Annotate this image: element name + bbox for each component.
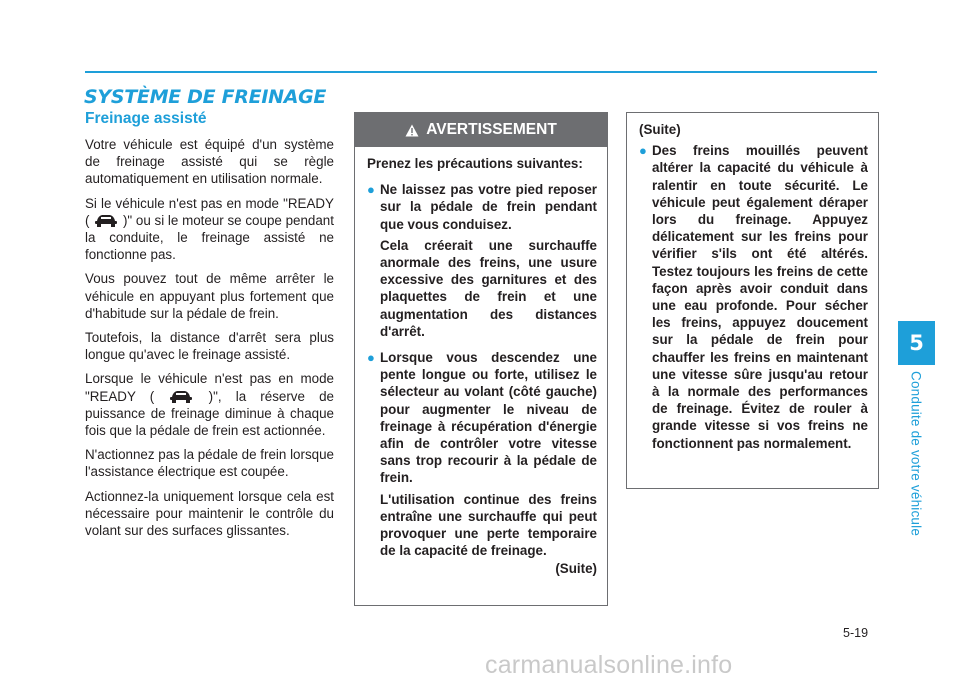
bullet-icon: ● <box>639 143 647 159</box>
warning-body <box>355 147 607 578</box>
paragraph-2-end: )" ou si le moteur se coupe pendant la conduite, le freinage assisté ne fonctionne pas. <box>85 212 334 263</box>
bullet-icon: ● <box>367 350 375 366</box>
warning-bullet-continuation: Cela créerait une surchauffe anormale des freins, une usure excessive des garnitures et des plaquettes de frein et une augmentation des distances d'arrêt. <box>380 237 597 339</box>
paragraph-3: Vous pouvez tout de même arrêter le véhicule en appuyant plus fortement que d'habitude sur la pédale de frein. <box>85 271 334 321</box>
paragraph-6: N'actionnez pas la pédale de frein lorsque l'assistance électrique est coupée. <box>85 447 334 480</box>
subsection-heading: Freinage assisté <box>85 110 207 127</box>
paragraph-4: Toutefois, la distance d'arrêt sera plus longue qu'avec le freinage assisté. <box>85 330 334 363</box>
warning-bullet-text: Ne laissez pas votre pied reposer sur la pédale de frein pendant que vous conduisez. <box>380 182 597 232</box>
paragraph-5-end: )", la réserve de puissance de freinage diminue à chaque fois que la pédale de frein est actionnée. <box>85 388 335 439</box>
continued-label: (Suite) <box>555 561 597 577</box>
paragraph-5-start: Lorsque le véhicule n'est pas en mode "READY ( <box>85 371 334 404</box>
top-rule <box>85 71 877 73</box>
paragraph-1: Votre véhicule est équipé d'un système de freinage assisté qui se règle automatiquement en utilisation normale. <box>85 137 334 187</box>
warning-triangle-icon <box>405 124 419 137</box>
bullet-icon: ● <box>367 182 375 198</box>
paragraph-7: Actionnez-la uniquement lorsque cela est nécessaire pour maintenir le contrôle du volant sur des surfaces glissantes. <box>85 488 334 539</box>
warning-bullet <box>367 349 597 487</box>
page-number: 5-19 <box>843 626 869 640</box>
warning-bullet-continuation: L'utilisation continue des freins entraîne une surchauffe qui peut provoquer une perte temporaire de la capacité de freinage. <box>380 491 597 559</box>
continued-label: (Suite) <box>639 122 681 137</box>
paragraph-2-start: Si le véhicule n'est pas en mode "READY ( <box>85 195 334 228</box>
warning-intro: Prenez les précautions suivantes: <box>367 156 583 171</box>
warning-header <box>355 113 607 147</box>
car-ready-icon <box>168 389 194 403</box>
section-title: SYSTÈME DE FREINAGE <box>84 86 327 108</box>
warning-continuation-box <box>626 112 879 489</box>
warning-bullet-text: Lorsque vous descendez une pente longue ou forte, utilisez le sélecteur au volant (côté gauche) pour augmenter le niveau de freinage à récupération d'énergie afin de contrôler votre vitesse sans trop recourir à la pédale de frein. <box>380 350 597 486</box>
warning-title: AVERTISSEMENT <box>426 121 557 138</box>
warning-bullet <box>367 181 597 233</box>
left-column <box>85 110 334 546</box>
paragraph-5 <box>85 370 334 439</box>
warning-bullet <box>639 142 868 452</box>
car-ready-icon <box>93 213 119 227</box>
warning-body <box>627 113 878 452</box>
paragraph-2 <box>85 195 334 264</box>
chapter-title: Conduite de votre véhicule <box>908 371 924 537</box>
chapter-number-tab: 5 <box>898 321 935 365</box>
watermark: carmanualsonline.info <box>485 651 733 679</box>
warning-box <box>354 112 608 606</box>
warning-bullet-text: Des freins mouillés peuvent altérer la capacité du véhicule à ralentir en toute sécurité. Le véhicule peut également déraper lors du freinage. Appuyez délicatement sur les freins pour vérifier s'ils ont été altérés. Testez toujours les freins de cette façon après avoir conduit dans une eau profonde. Pour sécher les freins, appuyez doucement sur la pédale de frein pour chauffer les freins en maintenant une vitesse sûre jusqu'au retour à la normale des performances de freinage. Évitez de rouler à grande vitesse si vos freins ne fonctionnent pas normalement. <box>652 143 868 451</box>
